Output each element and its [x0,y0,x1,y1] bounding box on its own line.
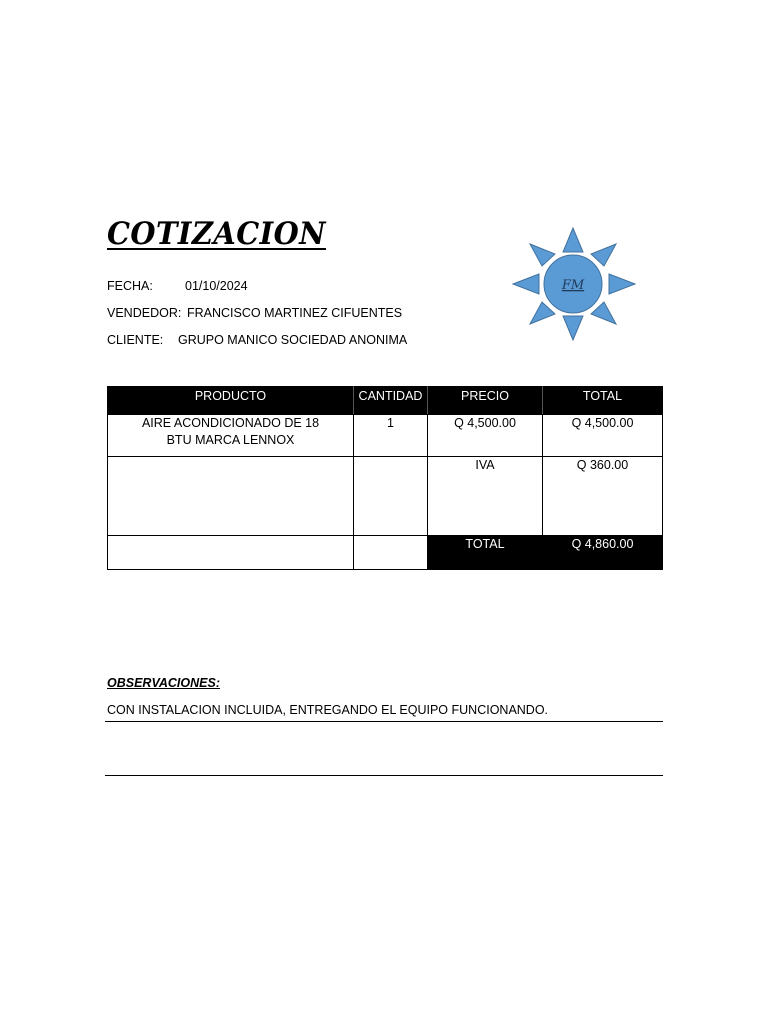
empty-cell [108,457,354,536]
logo-text: FM [561,278,585,293]
header-precio: PRECIO [428,387,543,415]
header-cantidad: CANTIDAD [354,387,428,415]
fecha-field [107,278,407,294]
cliente-field [107,332,507,348]
iva-label: IVA [428,457,543,536]
header-total: TOTAL [543,387,663,415]
table-header-row [108,387,663,415]
grand-total-label: TOTAL [428,536,543,570]
sun-logo-icon [510,226,638,342]
empty-cell [354,457,428,536]
observaciones-label: OBSERVACIONES: [107,676,220,690]
quote-table [107,386,663,570]
table-row [108,457,663,536]
table-row [108,536,663,570]
item-producto: AIRE ACONDICIONADO DE 18 BTU MARCA LENNOX [108,415,354,457]
empty-cell [354,536,428,570]
observaciones-text: CON INSTALACION INCLUIDA, ENTREGANDO EL EQUIPO FUNCIONANDO. [107,703,549,717]
fecha-label: FECHA: [107,279,153,293]
item-cantidad: 1 [354,415,428,457]
item-total: Q 4,500.00 [543,415,663,457]
vendedor-value: FRANCISCO MARTINEZ CIFUENTES [187,306,403,320]
table-row [108,415,663,457]
fecha-value: 01/10/2024 [185,279,248,293]
cliente-label: CLIENTE: [107,333,164,347]
item-precio: Q 4,500.00 [428,415,543,457]
document-title: COTIZACION [107,216,326,252]
observaciones-line-1 [105,721,663,722]
vendedor-label: VENDEDOR: [107,306,182,320]
cliente-value: GRUPO MANICO SOCIEDAD ANONIMA [178,333,408,347]
grand-total-value: Q 4,860.00 [543,536,663,570]
iva-value: Q 360.00 [543,457,663,536]
vendedor-field [107,305,507,321]
observaciones-line-2 [105,775,663,776]
header-producto: PRODUCTO [108,387,354,415]
empty-cell [108,536,354,570]
